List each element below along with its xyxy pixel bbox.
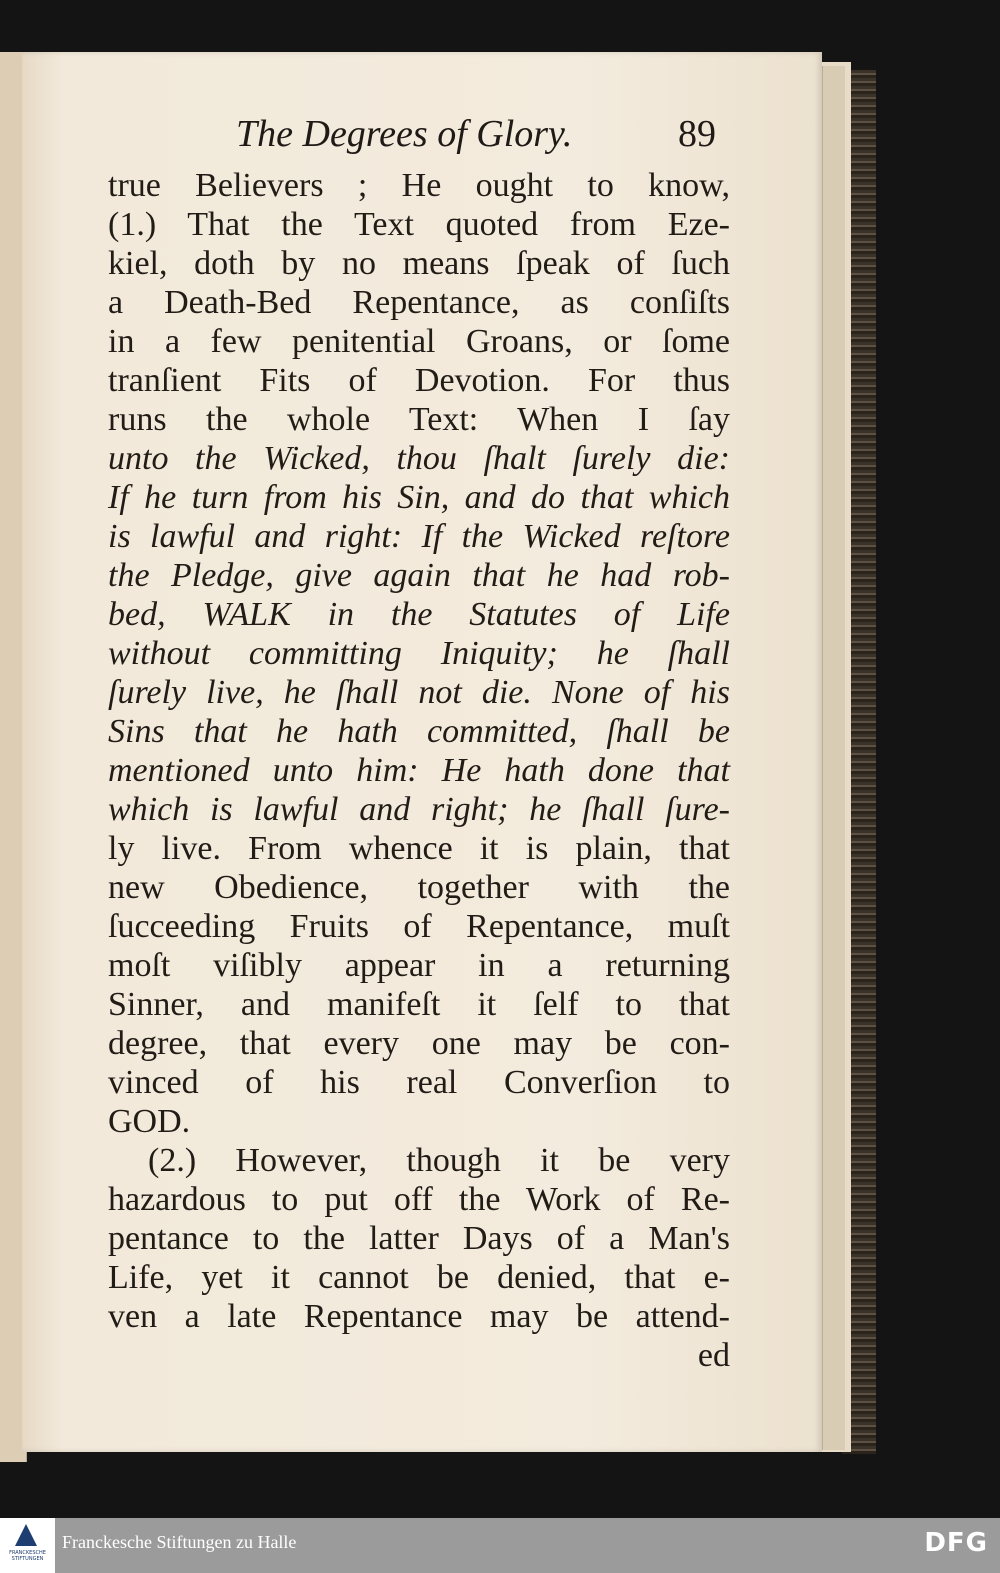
- running-header: [230, 112, 730, 162]
- text-line: bed, WALK in the Statutes of Life: [108, 596, 730, 633]
- body-text: [108, 166, 730, 1375]
- franckesche-logo: [0, 1518, 55, 1573]
- text-line: unto the Wicked, thou ſhalt ſurely die:: [108, 440, 730, 477]
- institution-name: Franckesche Stiftungen zu Halle: [62, 1532, 297, 1552]
- text-line: is lawful and right: If the Wicked reſtore: [108, 518, 730, 555]
- text-line: which is lawful and right; he ſhall ſure-: [108, 791, 730, 828]
- text-line: degree, that every one may be con-: [108, 1025, 730, 1062]
- logo-caption: FRANCKESCHE STIFTUNGEN: [9, 1550, 46, 1562]
- text-line: kiel, doth by no means ſpeak of ſuch: [108, 245, 730, 282]
- page-number: 89: [678, 113, 716, 155]
- text-line: (2.) However, though it be very: [148, 1142, 730, 1179]
- text-line: If he turn from his Sin, and do that which: [108, 479, 730, 516]
- text-line: mentioned unto him: He hath done that: [108, 752, 730, 789]
- text-line: GOD.: [108, 1103, 191, 1140]
- text-line: ven a late Repentance may be attend-: [108, 1298, 730, 1335]
- text-line: the Pledge, give again that he had rob-: [108, 557, 730, 594]
- page-edges-inner: [822, 66, 845, 1450]
- text-line: ly live. From whence it is plain, that: [108, 830, 730, 867]
- text-line: ſurely live, he ſhall not die. None of his: [108, 674, 730, 711]
- text-line: Life, yet it cannot be denied, that e-: [108, 1259, 730, 1296]
- text-line: tranſient Fits of Devotion. For thus: [108, 362, 730, 399]
- text-line: in a few penitential Groans, or ſome: [108, 323, 730, 360]
- text-line: Sinner, and manifeſt it ſelf to that: [108, 986, 730, 1023]
- text-line: runs the whole Text: When I ſay: [108, 401, 730, 438]
- dfg-logo: DFG: [924, 1528, 988, 1558]
- text-line: new Obedience, together with the: [108, 869, 730, 906]
- logo-mark-icon: [15, 1524, 37, 1546]
- text-line: a Death-Bed Repentance, as conſiſts: [108, 284, 730, 321]
- viewer-footer: [0, 1518, 1000, 1573]
- running-title: The Degrees of Glory.: [236, 113, 573, 155]
- text-line: pentance to the latter Days of a Man's: [108, 1220, 730, 1257]
- text-line: ſucceeding Fruits of Repentance, muſt: [108, 908, 730, 945]
- text-line: (1.) That the Text quoted from Eze-: [108, 206, 730, 243]
- text-line: vinced of his real Converſion to: [108, 1064, 730, 1101]
- catchword: ed: [697, 1337, 730, 1374]
- text-line: hazardous to put off the Work of Re-: [108, 1181, 730, 1218]
- text-line: true Believers ; He ought to know,: [108, 167, 730, 204]
- text-line: moſt viſibly appear in a returning: [108, 947, 730, 984]
- text-line: Sins that he hath committed, ſhall be: [108, 713, 730, 750]
- text-line: without committing Iniquity; he ſhall: [108, 635, 730, 672]
